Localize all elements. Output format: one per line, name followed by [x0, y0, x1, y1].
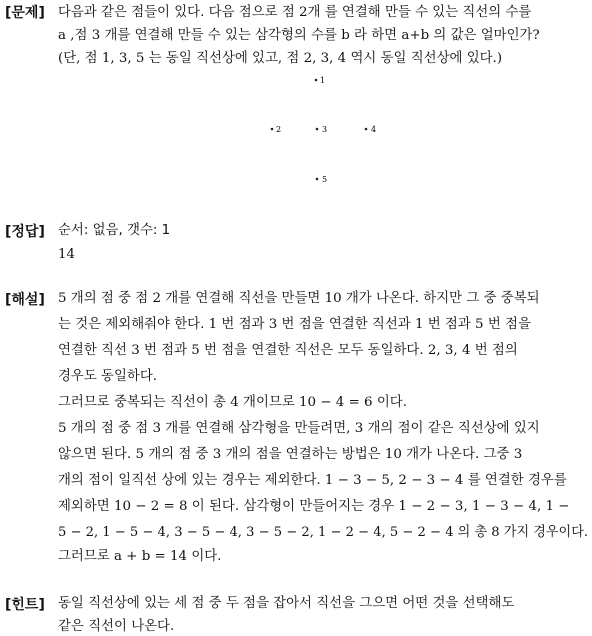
problem-line-3: (단, 점 1, 3, 5 는 동일 직선상에 있고, 점 2, 3, 4 역시 동일 직선상에 있다.): [58, 51, 503, 66]
explanation-line-9: 제외하면 10 − 2 = 8 이 된다. 삼각형이 만들어지는 경우 1 − 2 − 3, 1 − 3 − 4, 1 −: [58, 499, 570, 514]
answer-line-1: 순서: 없음, 갯수: 1: [58, 223, 171, 238]
point-4: [365, 125, 376, 134]
hint-line-1: 동일 직선상에 있는 세 점 중 두 점을 잡아서 직선을 그으면 어떤 것을 선택해도: [58, 596, 515, 611]
explanation-line-1: 5 개의 점 중 점 2 개를 연결해 직선을 만들면 10 개가 나온다. 하지만 그 중 중복되: [58, 291, 540, 306]
point-3: [316, 125, 327, 134]
explanation-line-6: 5 개의 점 중 점 3 개를 연결해 삼각형을 만들려면, 3 개의 점이 같은 직선상에 있지: [58, 421, 540, 436]
explanation-tag: [해설]: [5, 292, 45, 308]
explanation-line-3: 연결한 직선 3 번 점과 5 번 점을 연결한 직선은 모두 동일하다. 2, 3, 4 번 점의: [58, 343, 518, 358]
svg-text:1: 1: [320, 76, 326, 85]
point-5: [316, 175, 327, 184]
explanation-line-11: 그러므로 a + b = 14 이다.: [58, 549, 222, 564]
point-1: [315, 76, 325, 85]
explanation-line-4: 경우도 동일하다.: [58, 369, 158, 384]
svg-text:5: 5: [322, 175, 328, 184]
explanation-line-10: 5 − 2, 1 − 5 − 4, 3 − 5 − 4, 3 − 5 − 2, 1 − 2 − 4, 5 − 2 − 4 의 총 8 가지 경우이다.: [58, 525, 589, 540]
problem-tag: [문제]: [5, 5, 45, 21]
point-2: [271, 125, 281, 134]
svg-text:2: 2: [276, 125, 282, 134]
answer-line-2: 14: [58, 247, 76, 262]
hint-line-2: 같은 직선이 나온다.: [58, 619, 175, 634]
explanation-line-7: 않으면 된다. 5 개의 점 중 3 개의 점을 연결하는 방법은 10 개가 나온다. 그중 3: [58, 447, 523, 462]
explanation-line-2: 는 것은 제외해줘야 한다. 1 번 점과 3 번 점을 연결한 직선과 1 번 점과 5 번 점을: [58, 317, 531, 332]
problem-line-1: 다음과 같은 점들이 있다. 다음 점으로 점 2개 를 연결해 만들 수 있는 직선의 수를: [58, 5, 532, 20]
svg-text:4: 4: [371, 125, 377, 134]
explanation-line-8: 개의 점이 일직선 상에 있는 경우는 제외한다. 1 − 3 − 5, 2 − 3 − 4 를 연결한 경우를: [58, 473, 567, 488]
svg-text:3: 3: [322, 125, 328, 134]
problem-line-2: a ,점 3 개를 연결해 만들 수 있는 삼각형의 수를 b 라 하면 a+b 의 값은 얼마인가?: [58, 28, 540, 43]
answer-tag: [정답]: [5, 224, 45, 240]
hint-tag: [힌트]: [5, 597, 45, 613]
explanation-line-5: 그러므로 중복되는 직선이 총 4 개이므로 10 − 4 = 6 이다.: [58, 395, 407, 410]
